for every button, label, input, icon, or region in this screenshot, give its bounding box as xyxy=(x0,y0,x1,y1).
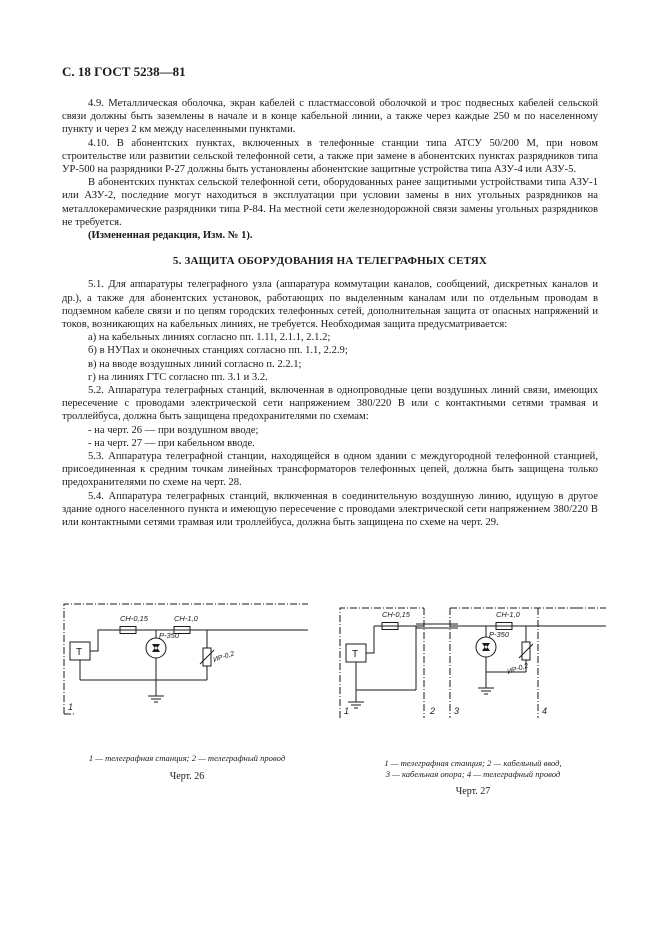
document-body xyxy=(62,97,598,529)
scheme-reference: - на черт. 27 — при кабельном вводе. xyxy=(88,437,255,449)
paragraph-5-3: 5.3. Аппаратура телеграфной станции, находящейся в одном здании с междугородной телефонной станцией, присоединенная к средним точкам линейных трансформаторов телефонных цепей, должна быть защищена только предохранителями по схеме на черт. 28. xyxy=(62,451,598,489)
telegraph-station-label: Т xyxy=(352,649,359,660)
scheme-reference: - на черт. 26 — при воздушном вводе; xyxy=(88,424,259,436)
paragraph-4-10-continued: В абонентских пунктах сельской телефонной сети, оборудованных ранее защитными устройствами типа АЗУ-1 или АЗУ-2, последние могут находиться в эксплуатации при условии замены в них угольных разрядников на металлокерамические разрядники типа Р-84. На местной сети железнодорожной связи замены угольных разрядников не требуется. xyxy=(62,177,598,228)
amendment-note: (Измененная редакция, Изм. № 1). xyxy=(88,230,253,242)
figure-27-title: Черт. 27 xyxy=(455,786,491,797)
circuit-diagram-27 xyxy=(338,602,608,737)
telegraph-station-label: Т xyxy=(76,647,83,658)
paragraph-5-2: 5.2. Аппаратура телеграфных станций, включенная в однопроводные цепи воздушных линий связи, имеющих пересечение с проводами электрической сети напряжением 380/220 В или с контактными сетями трамвая и троллейбуса, должна быть защищена предохранителями по схемам: xyxy=(62,385,598,423)
figures-area xyxy=(62,598,608,798)
arrester-label: Р-350 xyxy=(489,630,510,639)
zone-label: 1 xyxy=(68,702,74,712)
paragraph-4-10: 4.10. В абонентских пунктах, включенных в телефонные станции типа АТСУ 50/200 М, при новом строительстве или развитии сельской телефонной сети, а также при замене в абонентских пунктах разрядников типа УР-500 на разрядники Р-27 должны быть установлены абонентские защитные устройства типа АЗУ-4 или АЗУ-5. xyxy=(62,137,598,176)
list-item: а) на кабельных линиях согласно пп. 1.11, 2.1.1, 2.1.2; xyxy=(88,332,331,344)
zone-label: 3 xyxy=(454,706,460,716)
paragraph-5-4: 5.4. Аппаратура телеграфных станций, включенная в соединительную воздушную линию, идущую в другое здание одного населенного пункта и имеющую пересечение с проводами электрической сети напряжением 380/220 В или контактными сетями трамвая или троллейбуса, должна быть защищена по схеме на черт. 29. xyxy=(62,490,598,529)
resistor-label: ИР-0,2 xyxy=(212,650,236,664)
list-item: б) в НУПах и оконечных станциях согласно пп. 1.1, 2.2.9; xyxy=(88,345,348,357)
section-5-title: 5. ЗАЩИТА ОБОРУДОВАНИЯ НА ТЕЛЕГРАФНЫХ СЕТЯХ xyxy=(172,255,488,268)
zone-label: 1 xyxy=(344,706,350,716)
figure-27-caption-line-1: 1 — телеграфная станция; 2 — кабельный ввод, xyxy=(384,758,562,768)
figure-26-title: Черт. 26 xyxy=(169,771,205,782)
list-item: г) на линиях ГТС согласно пп. 3.1 и 3.2. xyxy=(88,371,268,383)
zone-label: 4 xyxy=(542,706,548,716)
paragraph-4-9: 4.9. Металлическая оболочка, экран кабелей с пластмассовой оболочкой и трос подвесных кабелей сельской связи должны быть заземлены в начале и в конце кабельной линии, а также через каждые 250 м по населенному пункту и через 2 км между населенными пунктами. xyxy=(62,98,598,136)
circuit-diagram-26 xyxy=(62,598,312,733)
resistor-label: ИР-0,2 xyxy=(506,662,530,676)
page-header: С. 18 ГОСТ 5238—81 xyxy=(62,64,186,79)
arrester-label: Р-350 xyxy=(159,631,180,640)
list-item: в) на вводе воздушных линий согласно п. 2.2.1; xyxy=(88,358,302,370)
fuse-label: СН-1,0 xyxy=(174,614,198,623)
fuse-label: СН-1,0 xyxy=(496,610,520,619)
paragraph-5-1: 5.1. Для аппаратуры телеграфного узла (аппаратура коммутации каналов, сообщений, дискретных каналов и др.), а также для абонентских установок, работающих по выделенным каналам или по отдельным проводам в подземном кабеле связи и по цепям городских телефонных сетей, дополнительная защита от опасных напряжений и токов, возникающих на кабельных линиях, не требуется. Необходимая защита предусматривается: xyxy=(62,279,598,331)
fuse-label: СН-0,15 xyxy=(382,610,410,619)
figure-26-caption: 1 — телеграфная станция; 2 — телеграфный провод xyxy=(88,753,286,763)
fuse-label: СН-0,15 xyxy=(120,614,148,623)
zone-label: 2 xyxy=(430,706,436,716)
figure-27-caption-line-2: 3 — кабельная опора; 4 — телеграфный провод xyxy=(385,769,561,779)
